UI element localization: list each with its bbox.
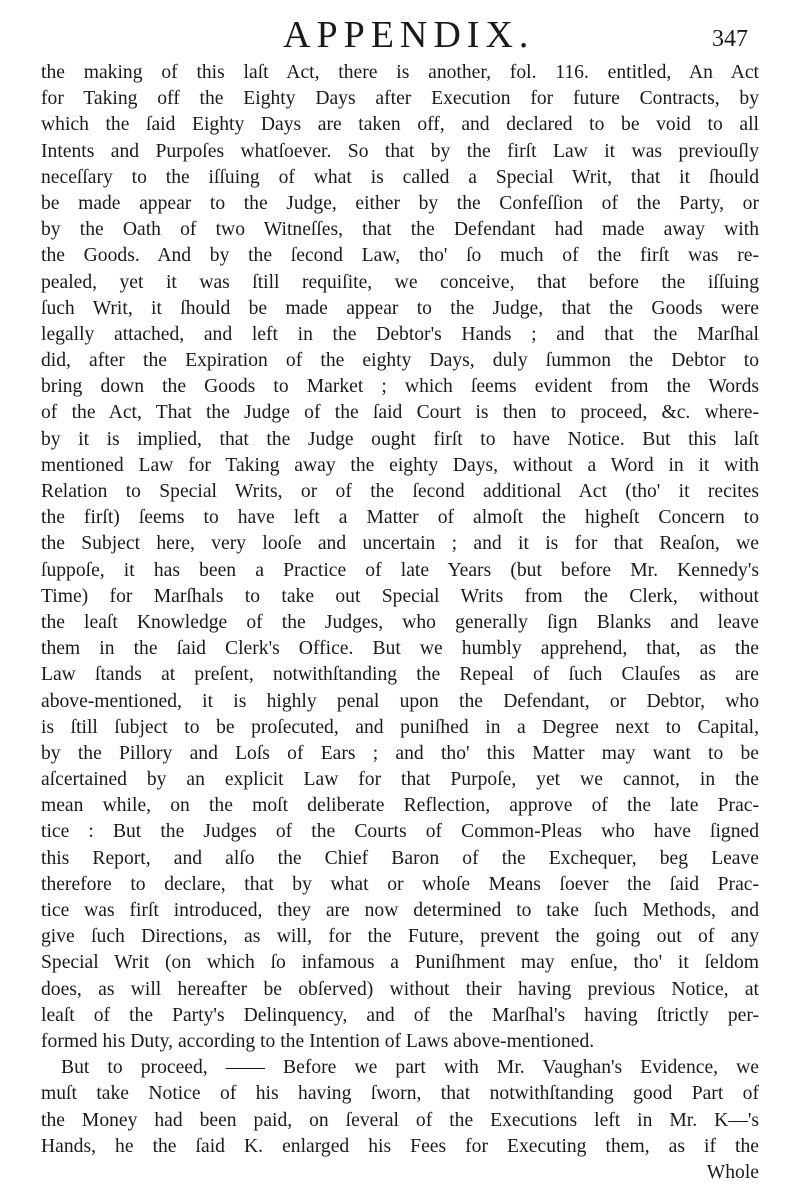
text-line: the Subject here, very looſe and uncertain ; and it is for that Reaſon, we <box>41 533 759 555</box>
text-line: above-mentioned, it is highly penal upon the Defendant, or Debtor, who <box>41 690 759 712</box>
text-line: Law ſtands at preſent, notwithſtanding the Repeal of ſuch Clauſes as are <box>41 664 759 686</box>
text-line: mean while, on the moſt deliberate Reflection, approve of the late Prac- <box>41 795 759 817</box>
text-line: tice was firſt introduced, they are now determined to take ſuch Methods, and <box>41 900 759 921</box>
text-line: by the Oath of two Witneſſes, that the Defendant had made away with <box>41 219 759 241</box>
text-line: the Goods. And by the ſecond Law, tho' ſo much of the firſt was re- <box>41 245 759 267</box>
text-line: Special Writ (on which ſo infamous a Puniſhment may enſue, tho' it ſeldom <box>41 952 759 974</box>
text-line: give ſuch Directions, as will, for the Future, prevent the going out of any <box>41 926 759 948</box>
text-line: Relation to Special Writs, or of the ſecond additional Act (tho' it recites <box>41 481 759 502</box>
text-line: aſcertained by an explicit Law for that Purpoſe, yet we cannot, in the <box>41 769 759 791</box>
text-line: bring down the Goods to Market ; which ſeems evident from the Words <box>41 376 759 398</box>
text-line: them in the ſaid Clerk's Office. But we humbly apprehend, that, as the <box>41 638 759 660</box>
text-line: be made appear to the Judge, either by the Confeſſion of the Party, or <box>41 192 759 214</box>
text-line: does, as will hereafter be obſerved) without their having previous Notice, at <box>41 978 759 1000</box>
text-line: by the Pillory and Loſs of Ears ; and tho' this Matter may want to be <box>41 742 759 764</box>
text-line: tice : But the Judges of the Courts of Common-Pleas who have ſigned <box>41 821 759 843</box>
text-line: the leaſt Knowledge of the Judges, who generally ſign Blanks and leave <box>41 611 759 633</box>
catchword: Whole <box>706 1161 759 1183</box>
text-line: mentioned Law for Taking away the eighty Days, without a Word in it with <box>41 454 759 476</box>
text-line: leaſt of the Party's Delinquency, and of the Marſhal's having ſtrictly per- <box>41 1004 759 1026</box>
text-line: the making of this laſt Act, there is another, fol. 116. entitled, An Act <box>41 62 759 83</box>
text-line: by it is implied, that the Judge ought firſt to have Notice. But this laſt <box>41 428 759 450</box>
text-line: pealed, yet it was ſtill requiſite, we conceive, that before the iſſuing <box>41 271 759 293</box>
text-line: Intents and Purpoſes whatſoever. So that by the firſt Law it was previouſly <box>41 140 759 162</box>
running-head <box>0 14 800 56</box>
text-line: this Report, and alſo the Chief Baron of the Exchequer, beg Leave <box>41 847 759 869</box>
text-line: But to proceed, —— Before we part with Mr. Vaughan's Evidence, we <box>61 1057 759 1079</box>
text-line: the firſt) ſeems to have left a Matter of almoſt the higheſt Concern to <box>41 507 759 529</box>
text-line: did, after the Expiration of the eighty Days, duly ſummon the Debtor to <box>41 350 759 372</box>
text-line: which the ſaid Eighty Days are taken off, and declared to be void to all <box>41 114 759 136</box>
text-line: for Taking off the Eighty Days after Execution for future Contracts, by <box>41 88 759 110</box>
body-text <box>41 60 759 1186</box>
text-line: legally attached, and left in the Debtor's Hands ; and that the Marſhal <box>41 323 759 345</box>
text-line: formed his Duty, according to the Intention of Laws above-mentioned. <box>41 1030 595 1052</box>
page-number: 347 <box>712 26 748 52</box>
text-line: of the Act, That the Judge of the ſaid Court is then to proceed, &c. where- <box>41 402 759 424</box>
text-line: Hands, he the ſaid K. enlarged his Fees for Executing them, as if the <box>41 1135 759 1157</box>
text-line: the Money had been paid, on ſeveral of the Executions left in Mr. K—'s <box>41 1109 759 1131</box>
running-title: APPENDIX. <box>283 14 535 56</box>
text-line: muſt take Notice of his having ſworn, that notwithſtanding good Part of <box>41 1083 759 1105</box>
text-line: ſuch Writ, it ſhould be made appear to the Judge, that the Goods were <box>41 297 759 319</box>
text-line: neceſſary to the iſſuing of what is called a Special Writ, that it ſhould <box>41 166 759 188</box>
text-line: Time) for Marſhals to take out Special Writs from the Clerk, without <box>41 585 759 607</box>
text-line: ſuppoſe, it has been a Practice of late Years (but before Mr. Kennedy's <box>41 559 759 581</box>
text-line: is ſtill ſubject to be proſecuted, and puniſhed in a Degree next to Capital, <box>41 716 759 738</box>
text-line: therefore to declare, that by what or whoſe Means ſoever the ſaid Prac- <box>41 873 759 895</box>
